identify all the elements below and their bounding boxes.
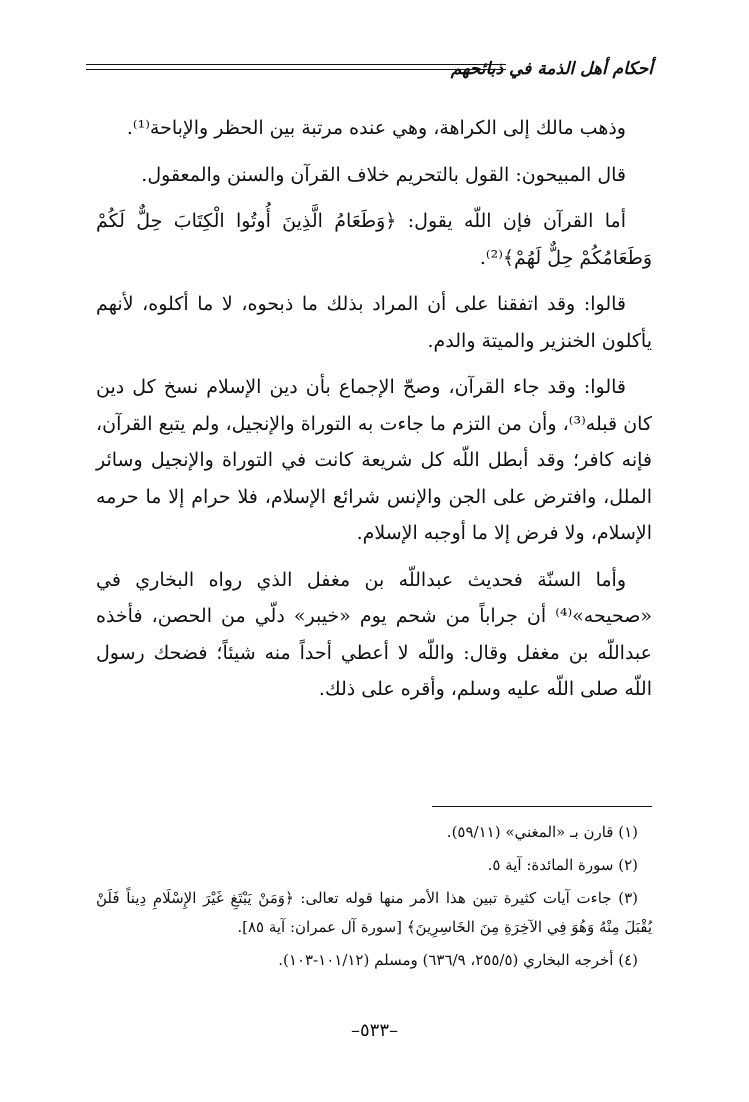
paragraph: قالوا: وقد اتفقنا على أن المراد بذلك ما ذبحوه، لا ما أكلوه، لأنهم يأكلون الخنزير والميتة والدم. — [96, 293, 652, 352]
paragraph: وذهب مالك إلى الكراهة، وهي عنده مرتبة بين الحظر والإباحة⁽¹⁾. — [126, 117, 626, 139]
footnote: (١) قارن بـ «المغني» (٥٩/١١). — [446, 823, 638, 841]
paragraph: وأما السنّة فحديث عبداللّه بن مغفل الذي رواه البخاري في «صحيحه»⁽⁴⁾ أن جراباً من شحم يوم «خيبر» دلّي من الحصن، فأخذه عبداللّه بن مغفل وقال: واللّه لا أعطي أحداً منه شيئاً؛ فضحك رسول اللّه صلى اللّه عليه وسلم، وأقره على ذلك. — [96, 568, 652, 700]
footnote-separator — [432, 806, 652, 807]
footnotes — [96, 818, 652, 979]
main-text — [96, 110, 652, 718]
paragraph: قال المبيحون: القول بالتحريم خلاف القرآن والسنن والمعقول. — [141, 163, 626, 186]
header-rule — [86, 69, 506, 70]
running-header-title: أحكام أهل الذمة في ذبائحهم — [450, 59, 653, 79]
footnote: (٢) سورة المائدة: آية ٥. — [487, 856, 638, 874]
paragraph: قالوا: وقد جاء القرآن، وصحّ الإجماع بأن دين الإسلام نسخ كل دين كان قبله⁽³⁾، وأن من التزم ما جاءت به التوراة والإنجيل، ولم يتبع القرآن، فإنه كافر؛ وقد أبطل اللّه كل شريعة كانت في التوراة والإنجيل وسائر الملل، وافترض على الجن والإنس شرائع الإسلام، فلا حرام إلا ما حرمه الإسلام، ولا فرض إلا ما أوجبه الإسلام. — [96, 376, 652, 544]
header-rule — [86, 64, 506, 65]
page-number: –٥٣٣– — [350, 1020, 398, 1041]
footnote: (٤) أخرجه البخاري (٢٥٥/٥، ٦٣٦/٩) ومسلم (١٠١/١٢-١٠٣). — [278, 951, 638, 969]
paragraph: أما القرآن فإن اللّه يقول: ﴿وَطَعَامُ الَّذِينَ أُوتُوا الْكِتَابَ حِلٌّ لَكُمْ وَطَعَامُكُمْ حِلٌّ لَهُمْ﴾⁽²⁾. — [96, 210, 652, 269]
running-header — [86, 56, 653, 84]
footnote: (٣) جاءت آيات كثيرة تبين هذا الأمر منها قوله تعالى: ﴿وَمَنْ يَبْتَغِ غَيْرَ الإِسْلَامِ دِيناً فَلَنْ يُقْبَلَ مِنْهُ وَهُوَ فِي الآخِرَةِ مِنَ الخَاسِرِينَ﴾ [سورة آل عمران: آية ٨٥]. — [96, 889, 652, 936]
